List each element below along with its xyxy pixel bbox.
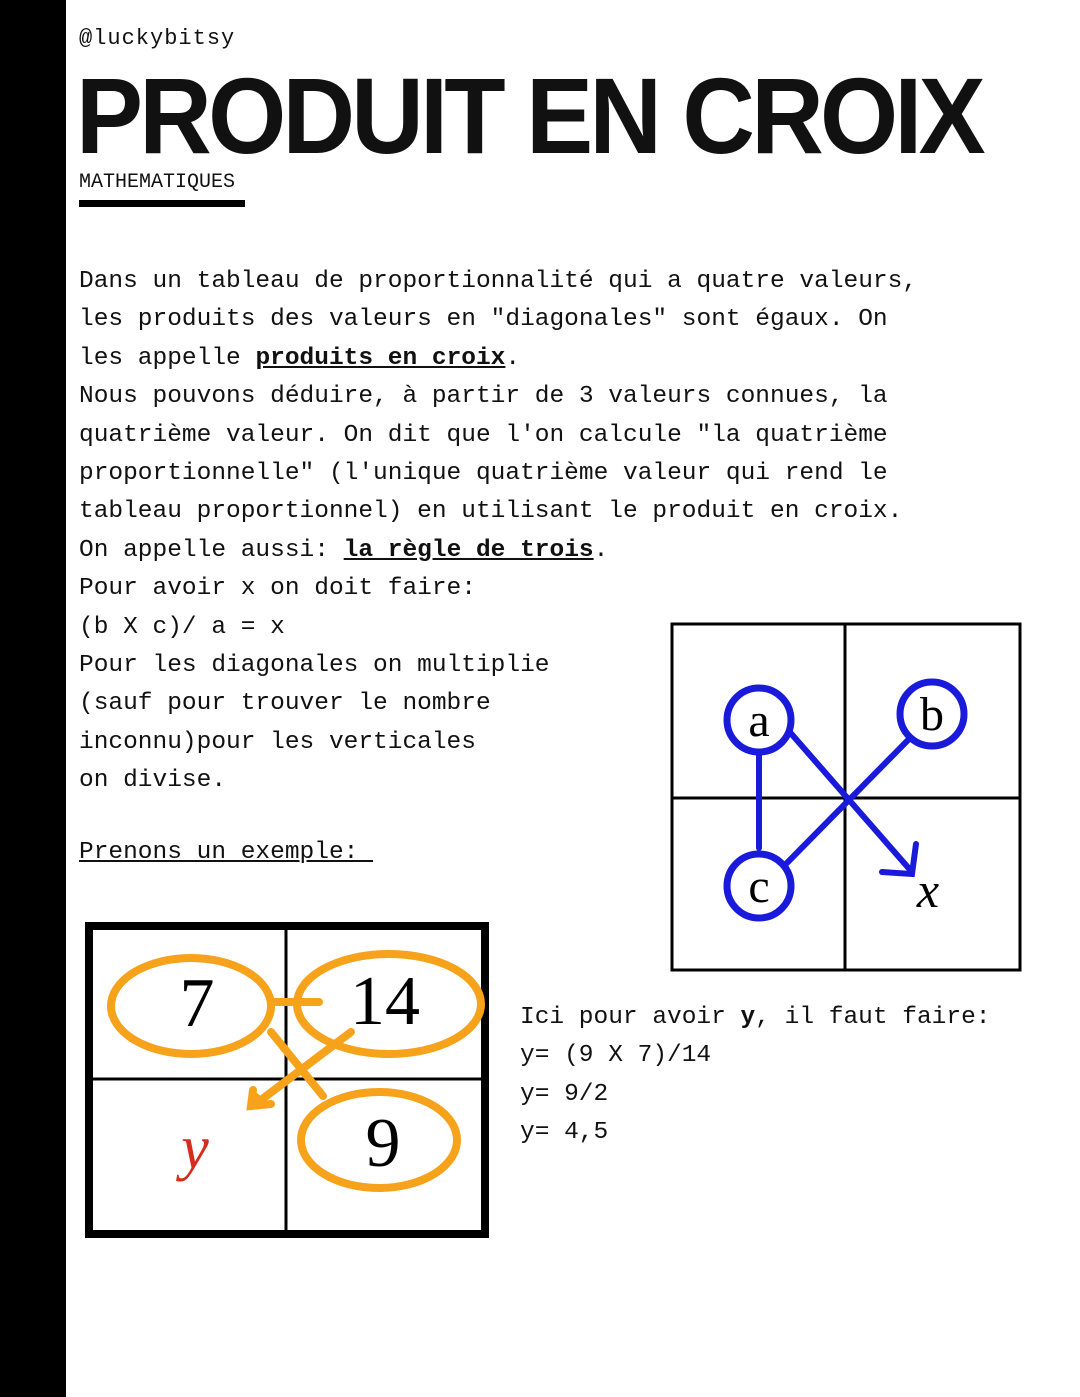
label-x: x bbox=[916, 862, 940, 918]
ellipse-9 bbox=[301, 1092, 457, 1188]
example-label: Prenons un exemple: bbox=[79, 839, 374, 866]
label-b: b bbox=[920, 688, 944, 741]
label-c: c bbox=[748, 860, 770, 913]
text-line: inconnu)pour les verticales bbox=[79, 728, 476, 756]
example-solution: Ici pour avoir y, il faut faire: y= (9 X 7)/14 y= 9/2 y= 4,5 bbox=[520, 1004, 991, 1147]
text-line: Pour avoir x on doit faire: bbox=[79, 575, 476, 603]
circle-c bbox=[727, 854, 791, 918]
value-7: 7 bbox=[179, 965, 215, 1042]
blue-arrows bbox=[759, 730, 916, 874]
explanation-text: Dans un tableau de proportionnalité qui a quatre valeurs, les produits des valeurs en "diagonales" sont égaux. On les appelle produits en croix. Nous pouvons déduire, à partir de 3 valeurs connues, la quatrième valeur. On dit que l'on calcule "la quatrième proportionnelle" (l'unique quatrième valeur qui rend le tableau proportionnel) en utilisant le produit en croix. On appelle aussi: la règle de trois. Pour avoir x on doit faire: (b X c)/ a = x Pour les diagonales on multiplie (sauf pour trouver le nombre inconnu)pour les verticales on divise. bbox=[79, 268, 918, 795]
unknown-y: y bbox=[181, 1114, 209, 1182]
term-produits-en-croix: produits en croix bbox=[255, 344, 506, 372]
text-line: tableau proportionnel) en utilisant le produit en croix. bbox=[79, 498, 903, 526]
text-line: (sauf pour trouver le nombre bbox=[79, 690, 491, 718]
text-line: proportionnelle" (l'unique quatrième valeur qui rend le bbox=[79, 460, 888, 488]
example-diagram bbox=[83, 920, 491, 1242]
text-line: on divise. bbox=[79, 767, 227, 795]
circle-b bbox=[900, 682, 964, 746]
formula: (b X c)/ a = x bbox=[79, 613, 285, 641]
term-regle-de-trois: la règle de trois bbox=[343, 536, 594, 564]
text-line: Nous pouvons déduire, à partir de 3 valeurs connues, la bbox=[79, 383, 888, 411]
solution-step: y= 4,5 bbox=[520, 1119, 609, 1147]
value-14: 14 bbox=[350, 963, 420, 1040]
cross-product-diagram bbox=[670, 622, 1022, 974]
left-black-bar bbox=[0, 0, 66, 1397]
page-title: PRODUIT EN CROIX bbox=[76, 55, 982, 176]
text-line: quatrième valeur. On dit que l'on calcule "la quatrième bbox=[79, 421, 888, 449]
text-line: On appelle aussi: bbox=[79, 536, 344, 564]
subject-underline bbox=[79, 200, 245, 207]
ellipse-7 bbox=[111, 958, 271, 1054]
unknown-y-bold: y bbox=[740, 1004, 756, 1031]
value-9: 9 bbox=[365, 1105, 401, 1182]
solution-step: y= (9 X 7)/14 bbox=[520, 1042, 712, 1070]
solution-step: y= 9/2 bbox=[520, 1080, 609, 1108]
circle-a bbox=[727, 688, 791, 752]
text-line: les appelle bbox=[79, 344, 256, 372]
text-line: les produits des valeurs en "diagonales" sont égaux. On bbox=[79, 306, 888, 334]
text-line: Pour les diagonales on multiplie bbox=[79, 652, 550, 680]
label-a: a bbox=[748, 694, 770, 747]
author-handle: @luckybitsy bbox=[79, 26, 236, 51]
text-line: Dans un tableau de proportionnalité qui a quatre valeurs, bbox=[79, 268, 918, 295]
subject-label: MATHEMATIQUES bbox=[79, 171, 236, 194]
ellipse-14 bbox=[297, 954, 481, 1054]
